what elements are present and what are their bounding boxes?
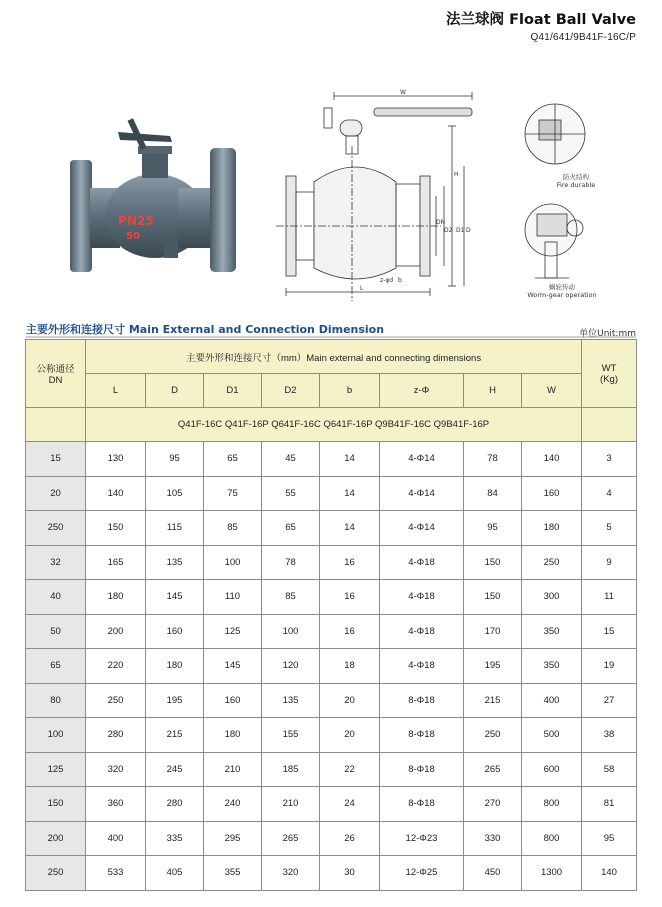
section-heading bbox=[26, 318, 636, 339]
table-row bbox=[26, 718, 637, 753]
table-cell: 350 bbox=[522, 614, 582, 649]
table-cell: 38 bbox=[582, 718, 637, 753]
table-cell: 4-Φ18 bbox=[380, 580, 464, 615]
dn-cell: 80 bbox=[26, 683, 86, 718]
table-cell: 110 bbox=[204, 580, 262, 615]
table-cell: 400 bbox=[522, 683, 582, 718]
table-cell: 65 bbox=[204, 442, 262, 477]
detail-drawings bbox=[515, 92, 615, 307]
column-header: D bbox=[146, 374, 204, 408]
table-cell: 14 bbox=[320, 476, 380, 511]
table-cell: 270 bbox=[464, 787, 522, 822]
dim-d2-label: D2 bbox=[444, 227, 453, 234]
dn-cell: 200 bbox=[26, 821, 86, 856]
table-cell: 135 bbox=[262, 683, 320, 718]
table-cell: 215 bbox=[464, 683, 522, 718]
table-cell: 100 bbox=[262, 614, 320, 649]
table-cell: 75 bbox=[204, 476, 262, 511]
table-cell: 125 bbox=[204, 614, 262, 649]
models-note-row bbox=[26, 408, 637, 442]
unit-label: 单位Unit:mm bbox=[579, 329, 636, 339]
table-cell: 600 bbox=[522, 752, 582, 787]
table-cell: 5 bbox=[582, 511, 637, 546]
dim-z-label: z-φd bbox=[380, 277, 394, 284]
table-cell: 150 bbox=[86, 511, 146, 546]
table-cell: 14 bbox=[320, 442, 380, 477]
table-cell: 84 bbox=[464, 476, 522, 511]
table-cell: 78 bbox=[464, 442, 522, 477]
table-cell: 500 bbox=[522, 718, 582, 753]
table-cell: 300 bbox=[522, 580, 582, 615]
table-cell: 135 bbox=[146, 545, 204, 580]
table-cell: 265 bbox=[464, 752, 522, 787]
table-cell: 180 bbox=[204, 718, 262, 753]
table-cell: 320 bbox=[262, 856, 320, 891]
worm-caption-cn: 蜗轮传动 bbox=[549, 283, 575, 291]
section-divider bbox=[26, 336, 636, 338]
table-cell: 800 bbox=[522, 787, 582, 822]
dim-w-label: W bbox=[400, 89, 406, 96]
table-cell: 8-Φ18 bbox=[380, 683, 464, 718]
table-row bbox=[26, 787, 637, 822]
section-title: 主要外形和连接尺寸 Main External and Connection Dimension bbox=[26, 323, 385, 336]
table-row bbox=[26, 683, 637, 718]
wt-header: WT bbox=[601, 362, 617, 374]
table-cell: 27 bbox=[582, 683, 637, 718]
dim-b-label: b bbox=[398, 277, 402, 284]
table-cell: 155 bbox=[262, 718, 320, 753]
table-cell: 330 bbox=[464, 821, 522, 856]
table-cell: 30 bbox=[320, 856, 380, 891]
table-cell: 81 bbox=[582, 787, 637, 822]
table-cell: 19 bbox=[582, 649, 637, 684]
column-header: b bbox=[320, 374, 380, 408]
table-cell: 180 bbox=[146, 649, 204, 684]
table-cell: 295 bbox=[204, 821, 262, 856]
table-cell: 45 bbox=[262, 442, 320, 477]
table-cell: 85 bbox=[204, 511, 262, 546]
table-cell: 210 bbox=[262, 787, 320, 822]
table-cell: 150 bbox=[464, 545, 522, 580]
table-cell: 280 bbox=[146, 787, 204, 822]
table-row bbox=[26, 856, 637, 891]
table-cell: 215 bbox=[146, 718, 204, 753]
table-cell: 250 bbox=[86, 683, 146, 718]
dn-cell: 100 bbox=[26, 718, 86, 753]
table-cell: 355 bbox=[204, 856, 262, 891]
table-cell: 16 bbox=[320, 545, 380, 580]
table-cell: 210 bbox=[204, 752, 262, 787]
table-cell: 130 bbox=[86, 442, 146, 477]
table-row bbox=[26, 649, 637, 684]
table-cell: 405 bbox=[146, 856, 204, 891]
models-note-wt-cell bbox=[582, 408, 637, 442]
table-cell: 4-Φ18 bbox=[380, 545, 464, 580]
table-cell: 800 bbox=[522, 821, 582, 856]
model-code: Q41/641/9B41F-16C/P bbox=[530, 32, 636, 43]
table-cell: 4-Φ18 bbox=[380, 649, 464, 684]
table-cell: 12-Φ25 bbox=[380, 856, 464, 891]
table-cell: 4-Φ14 bbox=[380, 442, 464, 477]
dn-cell: 150 bbox=[26, 787, 86, 822]
photo-marking-dn: 50 bbox=[126, 231, 140, 242]
wt-header-sub: (Kg) bbox=[600, 373, 618, 385]
table-cell: 250 bbox=[522, 545, 582, 580]
table-cell: 140 bbox=[582, 856, 637, 891]
table-cell: 20 bbox=[320, 683, 380, 718]
dn-cell: 250 bbox=[26, 856, 86, 891]
table-cell: 4-Φ14 bbox=[380, 476, 464, 511]
table-cell: 20 bbox=[320, 718, 380, 753]
table-cell: 200 bbox=[86, 614, 146, 649]
table-cell: 115 bbox=[146, 511, 204, 546]
table-cell: 105 bbox=[146, 476, 204, 511]
models-note-dn-cell bbox=[26, 408, 86, 442]
models-note: Q41F-16C Q41F-16P Q641F-16C Q641F-16P Q9B41F-16C Q9B41F-16P bbox=[86, 408, 582, 442]
table-row bbox=[26, 752, 637, 787]
table-cell: 8-Φ18 bbox=[380, 718, 464, 753]
dn-cell: 40 bbox=[26, 580, 86, 615]
table-cell: 220 bbox=[86, 649, 146, 684]
dn-cell: 32 bbox=[26, 545, 86, 580]
table-cell: 335 bbox=[146, 821, 204, 856]
table-row bbox=[26, 614, 637, 649]
table-cell: 24 bbox=[320, 787, 380, 822]
table-cell: 240 bbox=[204, 787, 262, 822]
table-cell: 58 bbox=[582, 752, 637, 787]
table-row bbox=[26, 476, 637, 511]
table-cell: 95 bbox=[582, 821, 637, 856]
table-cell: 360 bbox=[86, 787, 146, 822]
dim-d1-label: D1 bbox=[456, 227, 465, 234]
table-cell: 16 bbox=[320, 614, 380, 649]
table-cell: 533 bbox=[86, 856, 146, 891]
table-cell: 165 bbox=[86, 545, 146, 580]
table-cell: 4 bbox=[582, 476, 637, 511]
table-cell: 180 bbox=[86, 580, 146, 615]
column-header: D1 bbox=[204, 374, 262, 408]
table-cell: 250 bbox=[464, 718, 522, 753]
table-cell: 95 bbox=[146, 442, 204, 477]
table-cell: 160 bbox=[204, 683, 262, 718]
column-header: W bbox=[522, 374, 582, 408]
table-cell: 280 bbox=[86, 718, 146, 753]
table-cell: 55 bbox=[262, 476, 320, 511]
table-cell: 140 bbox=[522, 442, 582, 477]
table-cell: 265 bbox=[262, 821, 320, 856]
column-header: D2 bbox=[262, 374, 320, 408]
table-cell: 11 bbox=[582, 580, 637, 615]
table-cell: 85 bbox=[262, 580, 320, 615]
table-cell: 22 bbox=[320, 752, 380, 787]
table-cell: 8-Φ18 bbox=[380, 787, 464, 822]
dimension-drawing bbox=[276, 86, 506, 304]
dn-cell: 20 bbox=[26, 476, 86, 511]
table-cell: 8-Φ18 bbox=[380, 752, 464, 787]
dn-header: 公称通径 bbox=[36, 364, 75, 375]
table-cell: 78 bbox=[262, 545, 320, 580]
dn-cell: 125 bbox=[26, 752, 86, 787]
fire-caption-en: Fire durable bbox=[556, 181, 596, 189]
dim-h-label: H bbox=[454, 171, 459, 178]
table-row bbox=[26, 442, 637, 477]
table-cell: 160 bbox=[146, 614, 204, 649]
table-cell: 15 bbox=[582, 614, 637, 649]
table-row bbox=[26, 580, 637, 615]
table-header-row bbox=[26, 340, 637, 374]
fire-caption-cn: 防火结构 bbox=[563, 173, 589, 181]
table-cell: 95 bbox=[464, 511, 522, 546]
table-cell: 145 bbox=[204, 649, 262, 684]
dim-dn-label: DN bbox=[436, 219, 446, 226]
table-cell: 450 bbox=[464, 856, 522, 891]
table-cell: 100 bbox=[204, 545, 262, 580]
table-cell: 195 bbox=[146, 683, 204, 718]
table-cell: 140 bbox=[86, 476, 146, 511]
table-cell: 14 bbox=[320, 511, 380, 546]
dim-l-label: L bbox=[360, 285, 364, 292]
valve-photo bbox=[60, 118, 260, 278]
column-header: z-Φ bbox=[380, 374, 464, 408]
table-row bbox=[26, 821, 637, 856]
table-cell: 150 bbox=[464, 580, 522, 615]
column-header-row bbox=[26, 374, 637, 408]
main-header: 主要外形和连接尺寸（mm）Main external and connecting dimensions bbox=[86, 340, 582, 374]
table-cell: 350 bbox=[522, 649, 582, 684]
dn-header-cell bbox=[26, 340, 86, 408]
table-cell: 65 bbox=[262, 511, 320, 546]
photo-marking-pn: PN25 bbox=[118, 214, 154, 228]
table-cell: 3 bbox=[582, 442, 637, 477]
table-cell: 9 bbox=[582, 545, 637, 580]
table-cell: 400 bbox=[86, 821, 146, 856]
table-cell: 12-Φ23 bbox=[380, 821, 464, 856]
wt-header-cell bbox=[582, 340, 637, 408]
page-title: 法兰球阀 Float Ball Valve bbox=[446, 12, 636, 28]
table-row bbox=[26, 511, 637, 546]
table-cell: 18 bbox=[320, 649, 380, 684]
table-cell: 4-Φ18 bbox=[380, 614, 464, 649]
worm-caption-en: Worm-gear operation bbox=[527, 291, 597, 299]
dn-header-sub: DN bbox=[48, 375, 63, 386]
table-cell: 185 bbox=[262, 752, 320, 787]
dn-cell: 65 bbox=[26, 649, 86, 684]
table-cell: 1300 bbox=[522, 856, 582, 891]
dimension-table bbox=[25, 339, 637, 891]
table-row bbox=[26, 545, 637, 580]
table-cell: 26 bbox=[320, 821, 380, 856]
table-cell: 195 bbox=[464, 649, 522, 684]
table-cell: 180 bbox=[522, 511, 582, 546]
column-header: H bbox=[464, 374, 522, 408]
table-cell: 4-Φ14 bbox=[380, 511, 464, 546]
dn-cell: 250 bbox=[26, 511, 86, 546]
table-cell: 320 bbox=[86, 752, 146, 787]
dn-cell: 50 bbox=[26, 614, 86, 649]
table-cell: 245 bbox=[146, 752, 204, 787]
dim-d-label: D bbox=[466, 227, 471, 234]
table-cell: 160 bbox=[522, 476, 582, 511]
table-cell: 16 bbox=[320, 580, 380, 615]
table-cell: 145 bbox=[146, 580, 204, 615]
dn-cell: 15 bbox=[26, 442, 86, 477]
table-cell: 120 bbox=[262, 649, 320, 684]
table-cell: 170 bbox=[464, 614, 522, 649]
column-header: L bbox=[86, 374, 146, 408]
